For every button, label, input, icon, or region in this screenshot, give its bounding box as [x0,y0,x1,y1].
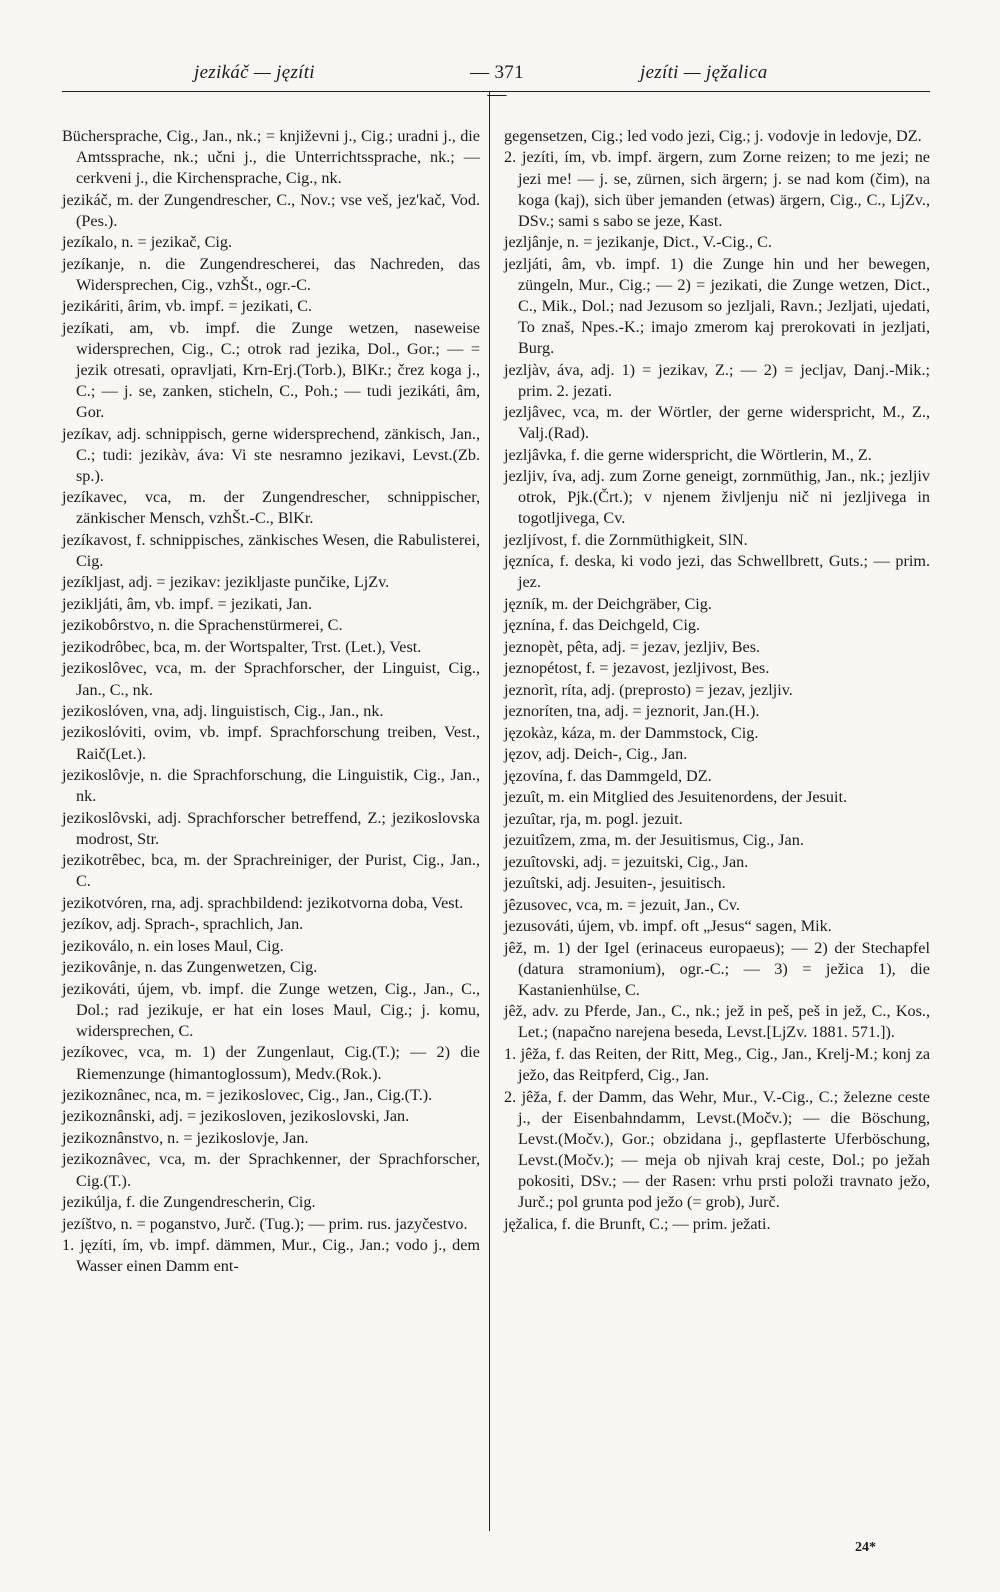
dictionary-entry: jeznoríten, tna, adj. = jeznorit, Jan.(H.). [504,702,760,721]
dictionary-entry: jezikoslóviti, ovim, vb. impf. Sprachforschung treiben, Vest., Raič(Let.). [62,723,480,763]
dictionary-entry: jezíkati, am, vb. impf. die Zunge wetzen, naseweise widersprechen, Cig., C.; otrok rad jezika, Dol., Gor.; — = jezik otresati, opravljati, Krn-Erj.(Torb.), BlKr.; črez koga j., C.; — j. se, zanken, sticheln, C., Poh.; — tudi jezikáti, âm, Gor. [62,318,480,422]
dictionary-entry: jêž, adv. zu Pferde, Jan., C., nk.; jež in peš, peš in jež, C., Kos., Let.; (napačno narejena beseda, Levst.[LjZv. 1881. 571.]). [504,1002,930,1042]
dictionary-entry: jęzník, m. der Deichgräber, Cig. [504,594,712,613]
dictionary-entry: jêzusovec, vca, m. = jezuit, Jan., Cv. [504,895,740,914]
dictionary-entry: jezikováti, újem, vb. impf. die Zunge wetzen, Cig., Jan., C., Dol.; rad jezikuje, er hat ein loses Maul, Cig.; j. komu, widersprechen, C. [62,979,480,1040]
page-number: — 371 — [470,62,524,105]
dictionary-entry: jezuît, m. ein Mitglied des Jesuitenordens, der Jesuit. [504,788,848,807]
dictionary-entry: jezíkavec, vca, m. der Zungendrescher, schnippischer, zänkischer Mensch, vzhŠt.-C., BlKr. [62,488,480,528]
dictionary-entry: jezikoslôvski, adj. Sprachforscher betreffend, Z.; jezikoslovska modrost, Str. [62,808,480,848]
dictionary-entry: jeznorìt, ríta, adj. (preprosto) = jezav, jezljiv. [504,680,793,699]
dictionary-entry: jęzokàz, káza, m. der Dammstock, Cig. [504,723,759,742]
dictionary-entry: jezuîtovski, adj. = jezuitski, Cig., Jan. [504,852,749,871]
dictionary-entry: jezljívost, f. die Zornmüthigkeit, SlN. [504,530,748,549]
dictionary-entry: jezljâvka, f. die gerne widerspricht, die Wörtlerin, M., Z. [504,445,872,464]
running-header [62,58,930,105]
dictionary-entry: jezikúlja, f. die Zungendrescherin, Cig. [62,1193,316,1212]
dictionary-entry: jezikáriti, ârim, vb. impf. = jezikati, C. [62,297,313,316]
dictionary-entry: jezikobôrstvo, n. die Sprachenstürmerei, C. [62,616,343,635]
dictionary-entry: 2. jezíti, ím, vb. impf. ärgern, zum Zorne reizen; to me jezi; ne jezi me! — j. se, zürnen, sich ärgern; j. se nad kom (čim), na koga (kaj), sich über jemanden (etwas) ärgern, Cig., C., LjZv., DSv.; sami s sabo se jeze, Kast. [504,148,930,230]
dictionary-entry: jezuitîzem, zma, m. der Jesuitismus, Cig., Jan. [504,831,804,850]
dictionary-entry: jęzníca, f. deska, ki vodo jezi, das Schwellbrett, Guts.; — prim. jez. [504,552,930,592]
dictionary-entry: jezíkovec, vca, m. 1) der Zungenlaut, Cig.(T.); — 2) die Riemenzunge (himantoglossum), Medv.(Rok.). [62,1043,480,1083]
dictionary-entry: jezikoslôvje, n. die Sprachforschung, die Linguistik, Cig., Jan., nk. [62,766,480,806]
header-right-guideword: jezíti — jęžalica [640,62,768,83]
dictionary-entry: jezljáti, âm, vb. impf. 1) die Zunge hin und her bewegen, züngeln, Mur., Cig.; — 2) = jezikati, die Zunge wetzen, Dict., C., Mik., Dol.; nad Jezusom so jezljali, Ravn.; Jezljati, ujedati, To znaš, Npes.-K.; imajo zmerom kaj prerokovati in jezljati, Burg. [504,254,930,358]
dictionary-entry: jezikoválo, n. ein loses Maul, Cig. [62,936,284,955]
dictionary-entry: jezuîtar, rja, m. pogl. jezuit. [504,809,683,828]
dictionary-entry: jeznopèt, pêta, adj. = jezav, jezljiv, Bes. [504,637,761,656]
dictionary-entry: jezikoznâvec, vca, m. der Sprachkenner, der Sprachforscher, Cig.(T.). [62,1150,480,1190]
column-divider [489,91,490,1531]
dictionary-entry: jezikljáti, âm, vb. impf. = jezikati, Jan. [62,594,313,613]
dictionary-entry: jeznopétost, f. = jezavost, jezljivost, Bes. [504,659,770,678]
dictionary-entry: jezíkavost, f. schnippisches, zänkisches Wesen, die Rabulisterei, Cig. [62,530,480,570]
dictionary-entry: jezíštvo, n. = poganstvo, Jurč. (Tug.); — prim. rus. jazyčestvo. [62,1214,468,1233]
dictionary-entry: jezikoznânstvo, n. = jezikoslovje, Jan. [62,1128,309,1147]
left-column [62,126,480,1278]
dictionary-entry: jęžalica, f. die Brunft, C.; — prim. ježati. [504,1214,771,1233]
dictionary-entry: jezljâvec, vca, m. der Wörtler, der gerne widerspricht, M., Z., Valj.(Rad). [504,403,930,443]
header-rule [62,91,930,92]
dictionary-entry: 1. jęzíti, ím, vb. impf. dämmen, Mur., Cig., Jan.; vodo j., dem Wasser einen Damm ent- [62,1235,480,1276]
dictionary-entry: jezíkov, adj. Sprach-, sprachlich, Jan. [62,915,304,934]
dictionary-entry: jęzovína, f. das Dammgeld, DZ. [504,766,712,785]
dictionary-entry: jezíkav, adj. schnippisch, gerne widersprechend, zänkisch, Jan., C.; tudi: jezikàv, áva: Vi ste nesramno jezikavi, Levst.(Zb. sp.). [62,424,480,485]
dictionary-entry: jezljàv, áva, adj. 1) = jezikav, Z.; — 2) = jecljav, Danj.-Mik.; prim. 2. jezati. [504,360,930,400]
dictionary-entry: jezikotvóren, rna, adj. sprachbildend: jezikotvorna doba, Vest. [62,893,464,912]
dictionary-entry: jezikoslôvec, vca, m. der Sprachforscher, der Linguist, Cig., Jan., C., nk. [62,659,480,699]
dictionary-entry: jezljiv, íva, adj. zum Zorne geneigt, zornmüthig, Jan., nk.; jezljiv otrok, Pjk.(Črt.); v njenem življenju nič ni jezljivega in togotljivega, Cv. [504,467,930,528]
dictionary-entry: gegensetzen, Cig.; led vodo jezi, Cig.; j. vodovje in ledovje, DZ. [504,127,922,145]
dictionary-entry: jezikoznânski, adj. = jezikosloven, jezikoslovski, Jan. [62,1107,410,1126]
dictionary-entry: jęznína, f. das Deichgeld, Cig. [504,616,700,635]
dictionary-entry: jezikoslóven, vna, adj. linguistisch, Cig., Jan., nk. [62,702,384,720]
dictionary-entry: jezikovânje, n. das Zungenwetzen, Cig. [62,958,318,977]
dictionary-entry: jezljânje, n. = jezikanje, Dict., V.-Cig., C. [504,233,772,252]
dictionary-entry: jęzov, adj. Deich-, Cig., Jan. [504,745,688,764]
dictionary-entry: jezíkljast, adj. = jezikav: jezikljaste punčike, LjZv. [62,573,390,592]
dictionary-entry: jezikotrêbec, bca, m. der Sprachreiniger, der Purist, Cig., Jan., C. [62,851,480,891]
dictionary-entry: jezikodrôbec, bca, m. der Wortspalter, Trst. (Let.), Vest. [62,637,422,656]
dictionary-entry: jezusováti, újem, vb. impf. oft „Jesus“ sagen, Mik. [504,917,832,936]
dictionary-entry: Büchersprache, Cig., Jan., nk.; = književni j., Cig.; uradni j., die Amtssprache, nk.; učni j., die Unterrichtssprache, nk.; — cerkveni j., die Kirchensprache, Cig., nk. [62,127,480,188]
dictionary-entry: jêž, m. 1) der Igel (erinaceus europaeus); — 2) der Stechapfel (datura stramonium), ogr.-C.; — 3) = ježica 1), die Kastanienhülse, C. [504,938,930,999]
dictionary-entry: jezikoznânec, nca, m. = jezikoslovec, Cig., Jan., Cig.(T.). [62,1085,433,1104]
dictionary-entry: jezíkanje, n. die Zungendrescherei, das Nachreden, das Widersprechen, Cig., vzhŠt., ogr.-C. [62,254,480,294]
dictionary-entry: 1. jêža, f. das Reiten, der Ritt, Meg., Cig., Jan., Krelj-M.; konj za ježo, das Reitpferd, Cig., Jan. [504,1044,930,1085]
dictionary-entry: jezíkalo, n. = jezikač, Cig. [62,233,233,252]
header-left-guideword: jezikáč — jęzíti [194,62,315,83]
right-column [504,126,930,1235]
dictionary-entry: jezuîtski, adj. Jesuiten-, jesuitisch. [504,874,726,893]
dictionary-entry: 2. jêža, f. der Damm, das Wehr, Mur., V.-Cig., C.; železne ceste j., der Eisenbahndamm, Levst.(Močv.); — die Böschung, Levst.(Močv.), Gor.; obzidana j., gepflasterte Uferböschung, Levst.(Močv.); — meja ob njivah kraj ceste, Dol.; po ježah pokositi, DSv.; — der Rasen: vrhu prsti položi travnato ježo, Jurč.; pol grunta pod ježo (= grob), Jurč. [504,1087,930,1212]
signature-mark: 24* [855,1540,876,1555]
dictionary-entry: jezikáč, m. der Zungendrescher, C., Nov.; vse veš, jez'kač, Vod.(Pes.). [62,190,480,230]
